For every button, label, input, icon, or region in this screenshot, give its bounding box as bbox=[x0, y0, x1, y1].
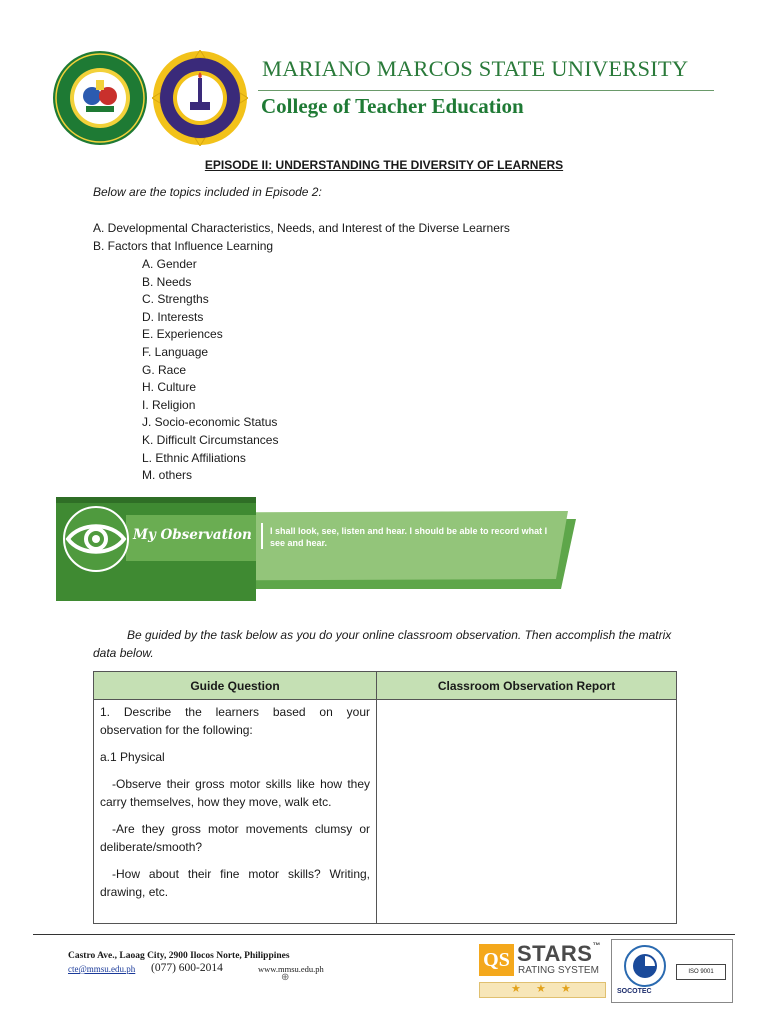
guide-question-cell bbox=[94, 700, 377, 924]
list-item: D. Interests bbox=[142, 309, 204, 324]
question-1a-item: -Are they gross motor movements clumsy or deliberate/smooth? bbox=[100, 822, 370, 854]
observation-matrix bbox=[93, 671, 677, 924]
guide-instructions: Be guided by the task below as you do your online classroom observation. Then accomplish the matrix data below. bbox=[93, 628, 672, 660]
topic-b: B. Factors that Influence Learning bbox=[93, 239, 274, 253]
star-icon: ★ bbox=[511, 983, 521, 995]
question-1a-item: -Observe their gross motor skills like how they carry themselves, how they move, walk etc. bbox=[100, 777, 370, 809]
list-item: A. Gender bbox=[142, 257, 197, 271]
eye-icon bbox=[60, 506, 132, 572]
col-guide-question: Guide Question bbox=[94, 672, 377, 700]
list-item: K. Difficult Circumstances bbox=[142, 432, 279, 447]
globe-icon: ⊕ bbox=[281, 972, 290, 983]
observation-banner bbox=[56, 497, 576, 601]
qs-rating-system: RATING SYSTEM bbox=[518, 965, 599, 976]
intro-text: Below are the topics included in Episode 2: bbox=[93, 185, 322, 199]
question-1: 1. Describe the learners based on your observation for the following: bbox=[100, 705, 370, 737]
college-name: College of Teacher Education bbox=[261, 94, 524, 118]
question-1a: a.1 Physical bbox=[100, 750, 165, 764]
qs-logo: QS bbox=[479, 944, 514, 976]
list-item: C. Strengths bbox=[142, 292, 209, 307]
list-item: G. Race bbox=[142, 362, 187, 377]
observation-report-cell[interactable] bbox=[377, 700, 677, 924]
table-row bbox=[94, 700, 677, 924]
factors-list bbox=[142, 256, 278, 485]
col-observation-report: Classroom Observation Report bbox=[377, 672, 677, 700]
list-item: F. Language bbox=[142, 344, 209, 359]
university-name: MARIANO MARCOS STATE UNIVERSITY bbox=[262, 56, 689, 81]
footer-divider bbox=[33, 934, 735, 935]
socotec-logo-icon bbox=[622, 944, 668, 988]
socotec-label: SOCOTEC bbox=[617, 988, 652, 995]
topic-a: A. Developmental Characteristics, Needs, and Interest of the Diverse Learners bbox=[93, 221, 510, 235]
footer-website: www.mmsu.edu.ph bbox=[258, 964, 324, 974]
episode-title: EPISODE II: UNDERSTANDING THE DIVERSITY OF LEARNERS bbox=[204, 158, 564, 172]
banner-message: I shall look, see, listen and hear. I should be able to record what I see and hear. bbox=[270, 526, 548, 548]
star-icon: ★ bbox=[536, 983, 546, 995]
footer-phone: (077) 600-2014 bbox=[151, 962, 223, 974]
list-item: B. Needs bbox=[142, 274, 192, 289]
stars-text: STARS bbox=[517, 941, 593, 966]
trademark-mark: ™ bbox=[592, 941, 601, 950]
list-item: L. Ethnic Affiliations bbox=[142, 450, 246, 465]
footer-email-link[interactable]: cte@mmsu.edu.ph bbox=[68, 964, 136, 974]
mmsu-seal-logo bbox=[52, 50, 148, 146]
banner-title: My Observation bbox=[133, 527, 252, 543]
list-item: H. Culture bbox=[142, 380, 197, 395]
list-item: I. Religion bbox=[142, 397, 196, 412]
cte-seal-logo bbox=[152, 50, 248, 146]
header-divider bbox=[258, 90, 714, 91]
list-item: E. Experiences bbox=[142, 327, 223, 342]
question-1a-item: -How about their fine motor skills? Writing, drawing, etc. bbox=[100, 867, 370, 899]
qs-stars-wordmark bbox=[517, 941, 601, 967]
list-item: J. Socio-economic Status bbox=[142, 415, 278, 430]
table-header-row bbox=[94, 672, 677, 700]
list-item: M. others bbox=[142, 468, 193, 483]
footer-address: Castro Ave., Laoag City, 2900 Ilocos Norte, Philippines bbox=[68, 951, 290, 961]
iso-9001-badge: ISO 9001 bbox=[676, 964, 726, 980]
star-icon: ★ bbox=[561, 983, 571, 995]
